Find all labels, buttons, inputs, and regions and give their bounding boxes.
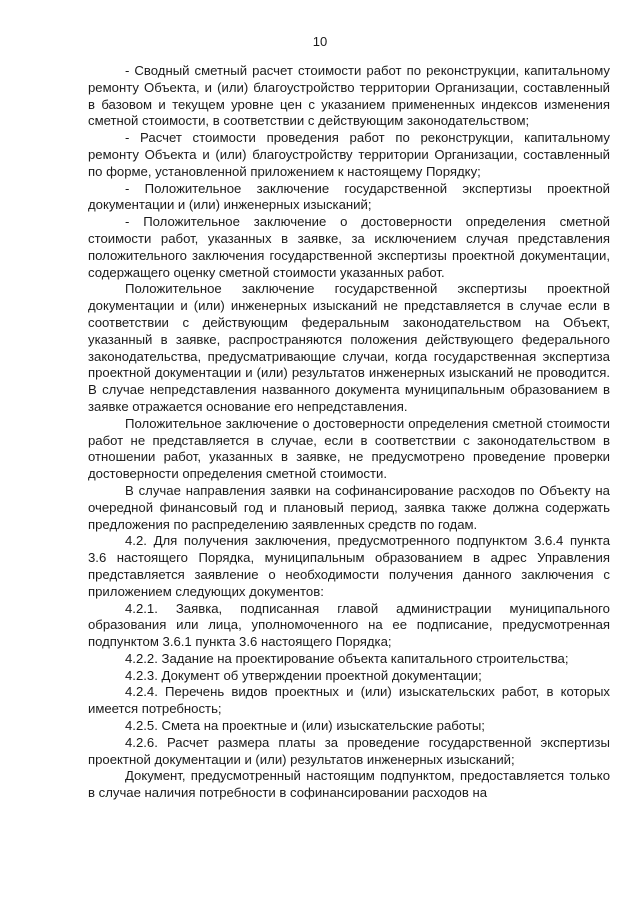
paragraph-multiyear-request: В случае направления заявки на софинансирование расходов по Объекту на очередной финансовый год и плановый период, заявка также должна содержать предложения по распределению заявленных средств по годам.	[88, 482, 610, 532]
paragraph-4-2: 4.2. Для получения заключения, предусмотренного подпунктом 3.6.4 пункта 3.6 настоящего Порядка, муниципальным образованием в адрес Управления представляется заявление о необходимости получения данного заключения с приложением следующих документов:	[88, 533, 610, 599]
document-body	[88, 63, 610, 802]
paragraph-4-2-6: 4.2.6. Расчет размера платы за проведение государственной экспертизы проектной документации и (или) результатов инженерных изысканий;	[88, 734, 610, 767]
paragraph-state-expertise: - Положительное заключение государственной экспертизы проектной документации и (или) инженерных изысканий;	[88, 180, 610, 213]
paragraph-document-note: Документ, предусмотренный настоящим подпунктом, предоставляется только в случае наличия потребности в софинансировании расходов на	[88, 768, 610, 801]
paragraph-reliability-conclusion: - Положительное заключение о достоверности определения сметной стоимости работ, указанных в заявке, за исключением случая представления положительного заключения государственной экспертизы проектной документации, содержащего оценку сметной стоимости указанных работ.	[88, 214, 610, 280]
paragraph-4-2-1: 4.2.1. Заявка, подписанная главой администрации муниципального образования или лица, уполномоченного на ее подписание, предусмотренная подпунктом 3.6.1 пункта 3.6 настоящего Порядка;	[88, 600, 610, 650]
paragraph-cost-calculation: - Расчет стоимости проведения работ по реконструкции, капитальному ремонту Объекта и (или) благоустройству территории Организации, составленный по форме, установленной приложением к настоящему Порядку;	[88, 130, 610, 179]
paragraph-4-2-2: 4.2.2. Задание на проектирование объекта капитального строительства;	[125, 650, 569, 666]
paragraph-estimate-summary: - Сводный сметный расчет стоимости работ по реконструкции, капитальному ремонту Объекта, и (или) благоустройство территории Организации, составленный в базовом и текущем уровне цен с указанием примененных индексов изменения сметной стоимости, в соответствии с действующим законодательством;	[88, 63, 610, 129]
paragraph-4-2-4: 4.2.4. Перечень видов проектных и (или) изыскательских работ, в которых имеется потребность;	[88, 684, 610, 717]
paragraph-reliability-exemption: Положительное заключение о достоверности определения сметной стоимости работ не представляется в случае, если в соответствии с законодательством в отношении работ, указанных в заявке, не предусмотрено проведение проверки достоверности определения сметной стоимости.	[88, 415, 610, 482]
page-number: 10	[312, 34, 328, 49]
paragraph-expertise-exemption: Положительное заключение государственной экспертизы проектной документации и (или) инженерных изысканий не представляется в случае если в соответствии с действующим федеральным законодательством на Объект, указанный в заявке, распространяются положения действующего федерального законодательства, предусматривающие случаи, когда государственная экспертиза проектной документации и (или) результатов инженерных изысканий не проводится. В случае непредставления названного документа муниципальным образованием в заявке отражается основание его непредставления.	[88, 281, 610, 414]
paragraph-4-2-3: 4.2.3. Документ об утверждении проектной документации;	[125, 667, 482, 683]
paragraph-4-2-5: 4.2.5. Смета на проектные и (или) изыскательские работы;	[125, 718, 485, 734]
